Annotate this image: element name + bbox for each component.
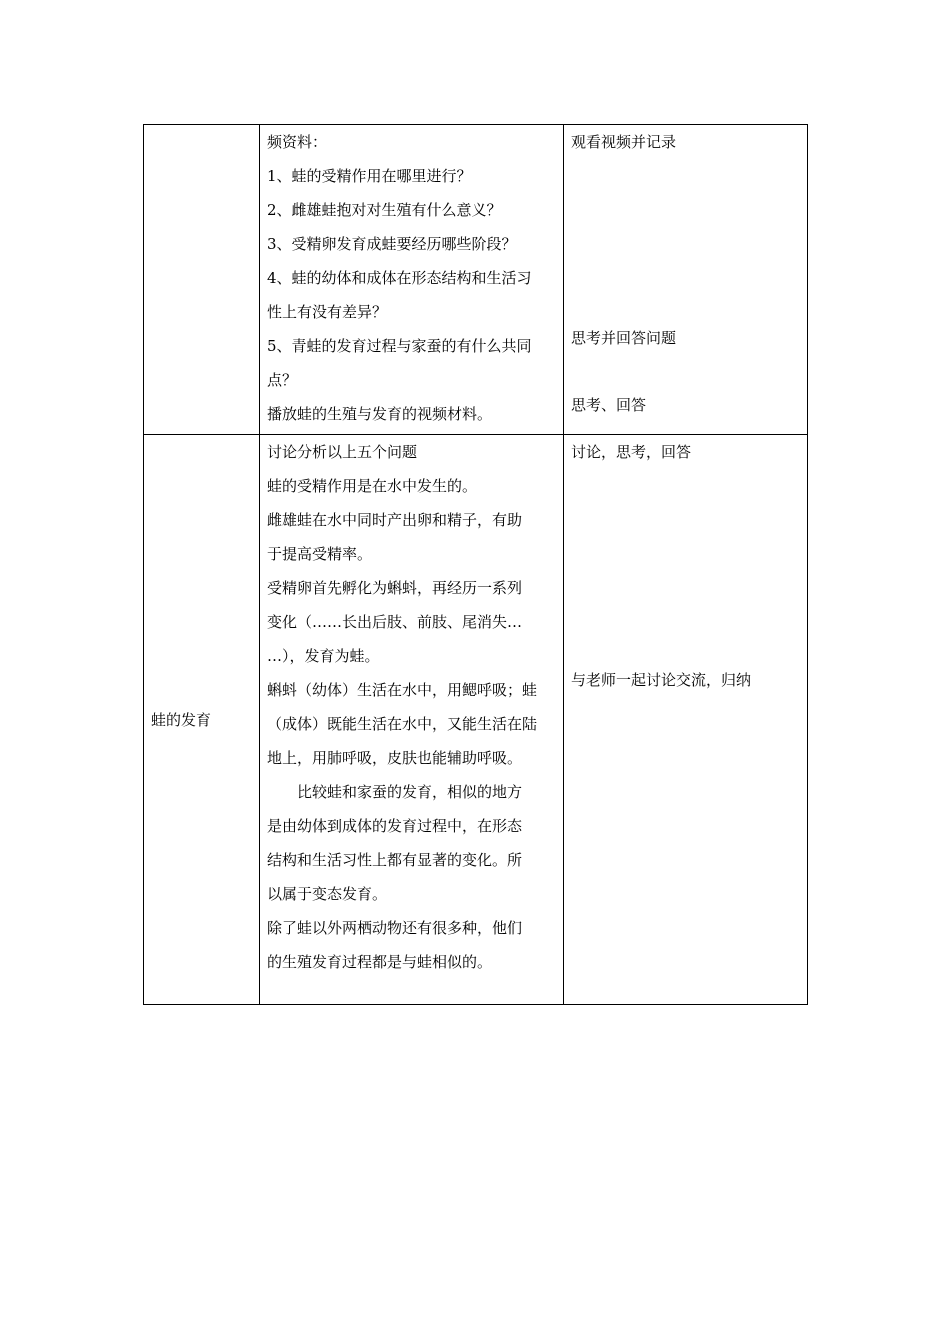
text-line: 受精卵首先孵化为蝌蚪，再经历一系列 xyxy=(267,579,523,597)
student-activity-1: 观看视频并记录 xyxy=(571,133,677,151)
question-1: 1、蛙的受精作用在哪里进行？ xyxy=(267,167,472,185)
teacher-activity-cell xyxy=(260,125,564,435)
text-line: 比较蛙和家蚕的发育，相似的地方 xyxy=(297,783,523,801)
text-line: 讨论分析以上五个问题 xyxy=(267,443,418,461)
student-activity-cell xyxy=(564,125,808,435)
table-row xyxy=(144,125,808,435)
text-line: 雌雄蛙在水中同时产出卵和精子，有助 xyxy=(267,511,523,529)
question-2: 2、雌雄蛙抱对对生殖有什么意义？ xyxy=(267,201,502,219)
text-line: …），发育为蛙。 xyxy=(267,647,380,665)
text-line: 的生殖发育过程都是与蛙相似的。 xyxy=(267,953,493,971)
student-activity-cell xyxy=(564,435,808,1005)
student-activity-1: 讨论，思考，回答 xyxy=(571,443,692,461)
question-4: 4、蛙的幼体和成体在形态结构和生活习 xyxy=(267,269,532,287)
video-note: 播放蛙的生殖与发育的视频材料。 xyxy=(267,405,493,423)
section-cell: 蛙的发育 xyxy=(144,435,260,1005)
student-activity-2: 与老师一起讨论交流，归纳 xyxy=(571,671,752,689)
text-line: 变化（……长出后肢、前肢、尾消失… xyxy=(267,613,523,631)
question-3: 3、受精卵发育成蛙要经历哪些阶段？ xyxy=(267,235,517,253)
text-line: 地上，用肺呼吸，皮肤也能辅助呼吸。 xyxy=(267,749,523,767)
question-5: 5、青蛙的发育过程与家蚕的有什么共同 xyxy=(267,337,532,355)
text-line: 蛙的受精作用是在水中发生的。 xyxy=(267,477,478,495)
teacher-activity-cell xyxy=(260,435,564,1005)
student-activity-3: 思考、回答 xyxy=(571,396,647,414)
table-row xyxy=(144,435,808,1005)
question-4-cont: 性上有没有差异？ xyxy=(267,303,388,321)
text-line: 以属于变态发育。 xyxy=(267,885,388,903)
text-line: 频资料： xyxy=(267,133,328,151)
text-line: 于提高受精率。 xyxy=(267,545,373,563)
text-line: （成体）既能生活在水中，又能生活在陆 xyxy=(267,715,538,733)
text-line: 结构和生活习性上都有显著的变化。所 xyxy=(267,851,523,869)
text-line: 除了蛙以外两栖动物还有很多种，他们 xyxy=(267,919,523,937)
section-cell xyxy=(144,125,260,435)
lesson-table xyxy=(143,124,808,1005)
text-line: 是由幼体到成体的发育过程中，在形态 xyxy=(267,817,523,835)
question-5-cont: 点？ xyxy=(267,371,298,389)
text-line: 蝌蚪（幼体）生活在水中，用鳃呼吸；蛙 xyxy=(267,681,538,699)
student-activity-2: 思考并回答问题 xyxy=(571,329,677,347)
